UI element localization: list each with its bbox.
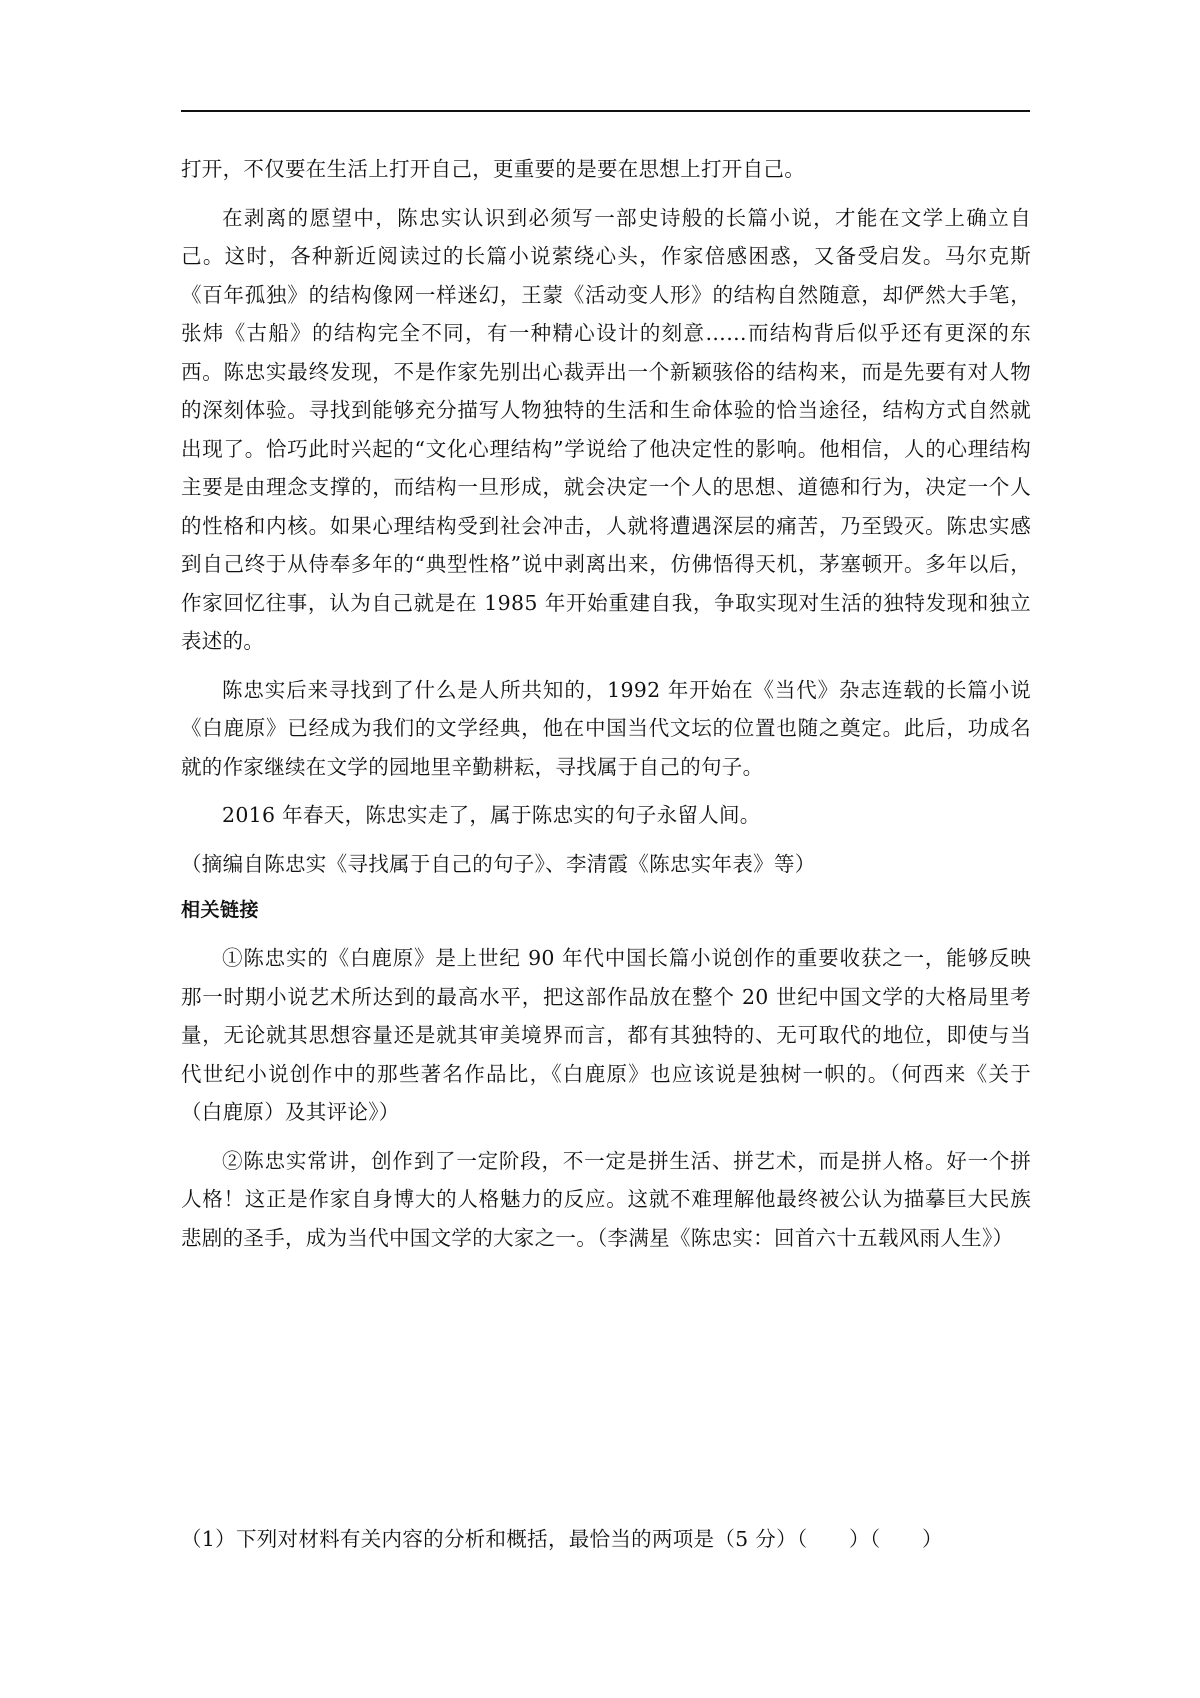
paragraph-bailuyuan: 陈忠实后来寻找到了什么是人所共知的，1992 年开始在《当代》杂志连载的长篇小说《白鹿原》已经成为我们的文学经典，他在中国当代文坛的位置也随之奠定。此后，功成名就的作家继续在文学的园地里辛勤耕耘，寻找属于自己的句子。 [181,677,1031,779]
related-links-heading: 相关链接 [181,899,260,921]
related-link-2: ②陈忠实常讲，创作到了一定阶段，不一定是拼生活、拼艺术，而是拼人格。好一个拼人格！这正是作家自身博大的人格魅力的反应。这就不难理解他最终被公认为描摹巨大民族悲剧的圣手，成为当代中国文学的大家之一。（李满星《陈忠实：回首六十五载风雨人生》） [181,1148,1031,1250]
paragraph-structure: 在剥离的愿望中，陈忠实认识到必须写一部史诗般的长篇小说，才能在文学上确立自己。这时，各种新近阅读过的长篇小说萦绕心头，作家倍感困惑，又备受启发。马尔克斯《百年孤独》的结构像网一样迷幻，王蒙《活动变人形》的结构自然随意，却俨然大手笔，张炜《古船》的结构完全不同，有一种精心设计的刻意……而结构背后似乎还有更深的东西。陈忠实最终发现，不是作家先别出心裁弄出一个新颖骇俗的结构来，而是先要有对人物的深刻体验。寻找到能够充分描写人物独特的生活和生命体验的恰当途径，结构方式自然就出现了。恰巧此时兴起的“文化心理结构”学说给了他决定性的影响。他相信，人的心理结构主要是由理念支撑的，而结构一旦形成，就会决定一个人的思想、道德和行为，决定一个人的性格和内核。如果心理结构受到社会冲击，人就将遭遇深层的痛苦，乃至毁灭。陈忠实感到自己终于从侍奉多年的“典型性格”说中剥离出来，仿佛悟得天机，茅塞顿开。多年以后，作家回忆往事，认为自己就是在 1985 年开始重建自我，争取实现对生活的独特发现和独立表述的。 [181,205,1031,653]
paragraph-2016: 2016 年春天，陈忠实走了，属于陈忠实的句子永留人间。 [222,803,761,827]
header-rule [181,110,1030,112]
question-1: （1）下列对材料有关内容的分析和概括，最恰当的两项是（5 分）（ ）（ ） [181,1527,943,1551]
article-body [181,150,1031,1257]
question-block [181,1520,1031,1559]
related-link-1: ①陈忠实的《白鹿原》是上世纪 90 年代中国长篇小说创作的重要收获之一，能够反映那一时期小说艺术所达到的最高水平，把这部作品放在整个 20 世纪中国文学的大格局里考量，无论就其思想容量还是就其审美境界而言，都有其独特的、无可取代的地位，即使与当代世纪小说创作中的那些著名作品比，《白鹿原》也应该说是独树一帜的。（何西来《关于（白鹿原）及其评论》） [181,946,1031,1124]
source-note: （摘编自陈忠实《寻找属于自己的句子》、李清霞《陈忠实年表》等） [181,851,816,876]
paragraph-continuation: 打开，不仅要在生活上打开自己，更重要的是要在思想上打开自己。 [181,157,805,181]
